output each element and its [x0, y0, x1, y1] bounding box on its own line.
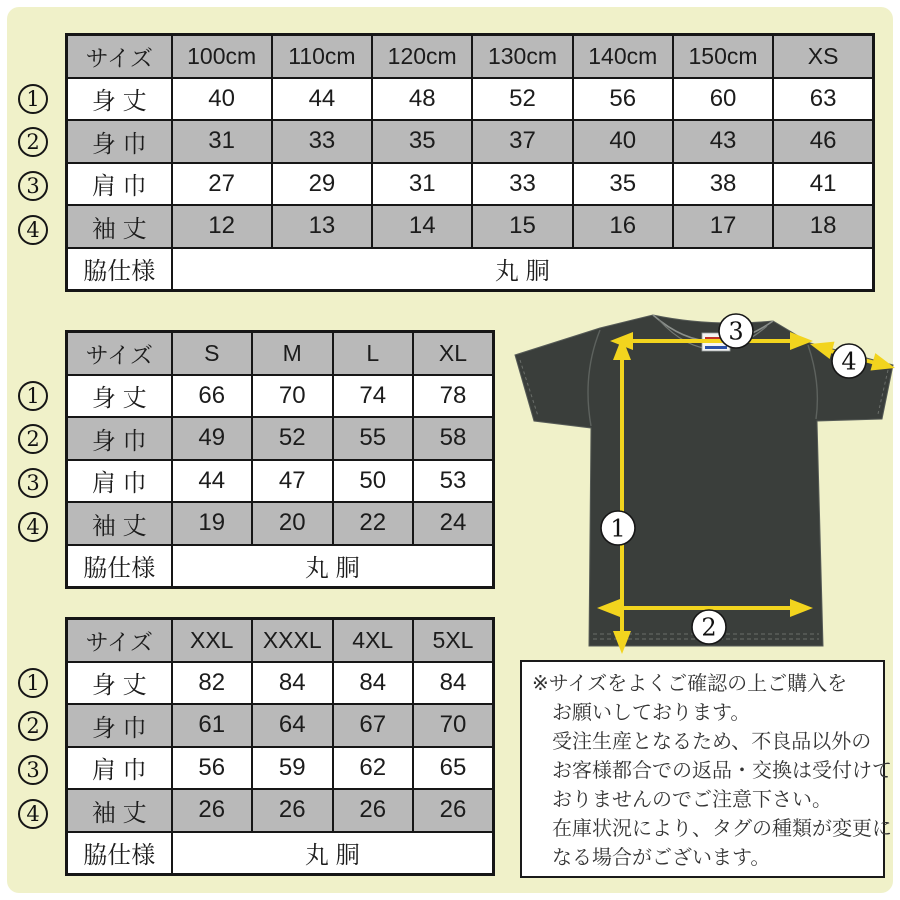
size-value-cell: 78 [413, 375, 494, 418]
size-value-cell: 84 [413, 662, 494, 705]
size-value-cell: 35 [573, 163, 673, 206]
size-header-label: サイズ [67, 35, 172, 78]
row-marker-1: 1 [18, 668, 48, 698]
row-marker-3: 3 [18, 171, 48, 201]
row-marker-4: 4 [18, 512, 48, 542]
size-table-kids-xs [65, 33, 875, 292]
size-value-cell: 58 [413, 417, 494, 460]
row-marker-4: 4 [18, 215, 48, 245]
size-value-cell: 22 [333, 502, 414, 545]
column-header: M [252, 332, 333, 375]
purchase-note-box [520, 660, 892, 878]
column-header: 5XL [413, 619, 494, 662]
size-value-cell: 70 [413, 704, 494, 747]
size-value-cell: 61 [172, 704, 253, 747]
size-value-cell: 16 [573, 205, 673, 248]
size-value-cell: 33 [272, 120, 372, 163]
row-marker-2: 2 [18, 711, 48, 741]
size-header-label: サイズ [67, 332, 172, 375]
column-header: 110cm [272, 35, 372, 78]
size-value-cell: 15 [472, 205, 572, 248]
note-line: 在庫状況により、タグの種類が変更に [552, 818, 892, 840]
column-header: XXXL [252, 619, 333, 662]
row-marker-4: 4 [18, 799, 48, 829]
marker-sleeve-length [832, 344, 866, 378]
size-value-cell: 50 [333, 460, 414, 503]
side-spec-value: 丸 胴 [172, 545, 494, 588]
size-value-cell: 26 [252, 789, 333, 832]
size-value-cell: 66 [172, 375, 253, 418]
size-value-cell: 56 [172, 747, 253, 790]
size-value-cell: 24 [413, 502, 494, 545]
size-value-cell: 26 [413, 789, 494, 832]
size-value-cell: 47 [252, 460, 333, 503]
size-value-cell: 40 [172, 78, 272, 121]
size-value-cell: 53 [413, 460, 494, 503]
size-value-cell: 20 [252, 502, 333, 545]
note-line: おりませんのでご注意下さい。 [552, 789, 832, 811]
size-value-cell: 74 [333, 375, 414, 418]
size-value-cell: 41 [773, 163, 873, 206]
size-value-cell: 26 [172, 789, 253, 832]
row-label: 身 巾 [67, 704, 172, 747]
side-spec-label: 脇仕様 [67, 248, 172, 291]
size-value-cell: 82 [172, 662, 253, 705]
side-spec-label: 脇仕様 [67, 832, 172, 875]
row-marker-2: 2 [18, 127, 48, 157]
size-table-s-xl [65, 330, 495, 589]
row-label: 肩 巾 [67, 460, 172, 503]
row-label: 肩 巾 [67, 747, 172, 790]
size-value-cell: 35 [372, 120, 472, 163]
size-value-cell: 26 [333, 789, 414, 832]
column-header: 130cm [472, 35, 572, 78]
marker-2-number: 2 [701, 613, 717, 642]
size-table-xxl-5xl [65, 617, 495, 876]
size-value-cell: 59 [252, 747, 333, 790]
row-marker-3: 3 [18, 468, 48, 498]
size-value-cell: 31 [172, 120, 272, 163]
size-value-cell: 43 [673, 120, 773, 163]
row-marker-3: 3 [18, 755, 48, 785]
note-line: お客様都合での返品・交換は受付けて [552, 760, 892, 782]
size-value-cell: 18 [773, 205, 873, 248]
size-value-cell: 14 [372, 205, 472, 248]
row-label: 袖 丈 [67, 205, 172, 248]
column-header: 100cm [172, 35, 272, 78]
side-spec-value: 丸 胴 [172, 832, 494, 875]
note-line: なる場合がございます。 [552, 847, 771, 869]
size-value-cell: 13 [272, 205, 372, 248]
row-marker-2: 2 [18, 424, 48, 454]
size-value-cell: 65 [413, 747, 494, 790]
marker-body-width [692, 610, 726, 644]
size-value-cell: 52 [252, 417, 333, 460]
size-value-cell: 84 [252, 662, 333, 705]
note-line: お願いしております。 [552, 702, 751, 724]
tshirt-illustration [505, 313, 900, 655]
size-value-cell: 56 [573, 78, 673, 121]
row-label: 身 丈 [67, 662, 172, 705]
column-header: L [333, 332, 414, 375]
size-value-cell: 46 [773, 120, 873, 163]
size-value-cell: 44 [272, 78, 372, 121]
row-label: 袖 丈 [67, 502, 172, 545]
size-value-cell: 29 [272, 163, 372, 206]
size-value-cell: 64 [252, 704, 333, 747]
size-value-cell: 70 [252, 375, 333, 418]
column-header: 4XL [333, 619, 414, 662]
column-header: S [172, 332, 253, 375]
marker-shoulder-width [719, 314, 753, 348]
column-header: 120cm [372, 35, 472, 78]
size-value-cell: 62 [333, 747, 414, 790]
row-label: 身 巾 [67, 417, 172, 460]
column-header: 140cm [573, 35, 673, 78]
marker-3-number: 3 [728, 317, 744, 346]
size-value-cell: 84 [333, 662, 414, 705]
size-value-cell: 37 [472, 120, 572, 163]
size-value-cell: 19 [172, 502, 253, 545]
column-header: XS [773, 35, 873, 78]
column-header: XL [413, 332, 494, 375]
size-value-cell: 67 [333, 704, 414, 747]
note-line: 受注生産となるため、不良品以外の [552, 731, 872, 753]
size-value-cell: 55 [333, 417, 414, 460]
row-label: 肩 巾 [67, 163, 172, 206]
size-value-cell: 63 [773, 78, 873, 121]
note-line: ※サイズをよくご確認の上ご購入を [532, 673, 848, 695]
size-value-cell: 48 [372, 78, 472, 121]
size-value-cell: 17 [673, 205, 773, 248]
marker-1-number: 1 [610, 514, 626, 543]
size-value-cell: 49 [172, 417, 253, 460]
side-spec-label: 脇仕様 [67, 545, 172, 588]
size-value-cell: 31 [372, 163, 472, 206]
size-value-cell: 40 [573, 120, 673, 163]
marker-4-number: 4 [841, 347, 857, 376]
tshirt-measurement-diagram [505, 313, 900, 655]
column-header: 150cm [673, 35, 773, 78]
size-value-cell: 38 [673, 163, 773, 206]
row-marker-1: 1 [18, 84, 48, 114]
side-spec-value: 丸 胴 [172, 248, 874, 291]
size-value-cell: 44 [172, 460, 253, 503]
size-value-cell: 52 [472, 78, 572, 121]
size-value-cell: 27 [172, 163, 272, 206]
column-header: XXL [172, 619, 253, 662]
size-value-cell: 33 [472, 163, 572, 206]
size-header-label: サイズ [67, 619, 172, 662]
row-label: 身 丈 [67, 78, 172, 121]
row-label: 袖 丈 [67, 789, 172, 832]
size-value-cell: 60 [673, 78, 773, 121]
marker-body-length [601, 511, 635, 545]
row-marker-1: 1 [18, 381, 48, 411]
size-value-cell: 12 [172, 205, 272, 248]
row-label: 身 巾 [67, 120, 172, 163]
row-label: 身 丈 [67, 375, 172, 418]
